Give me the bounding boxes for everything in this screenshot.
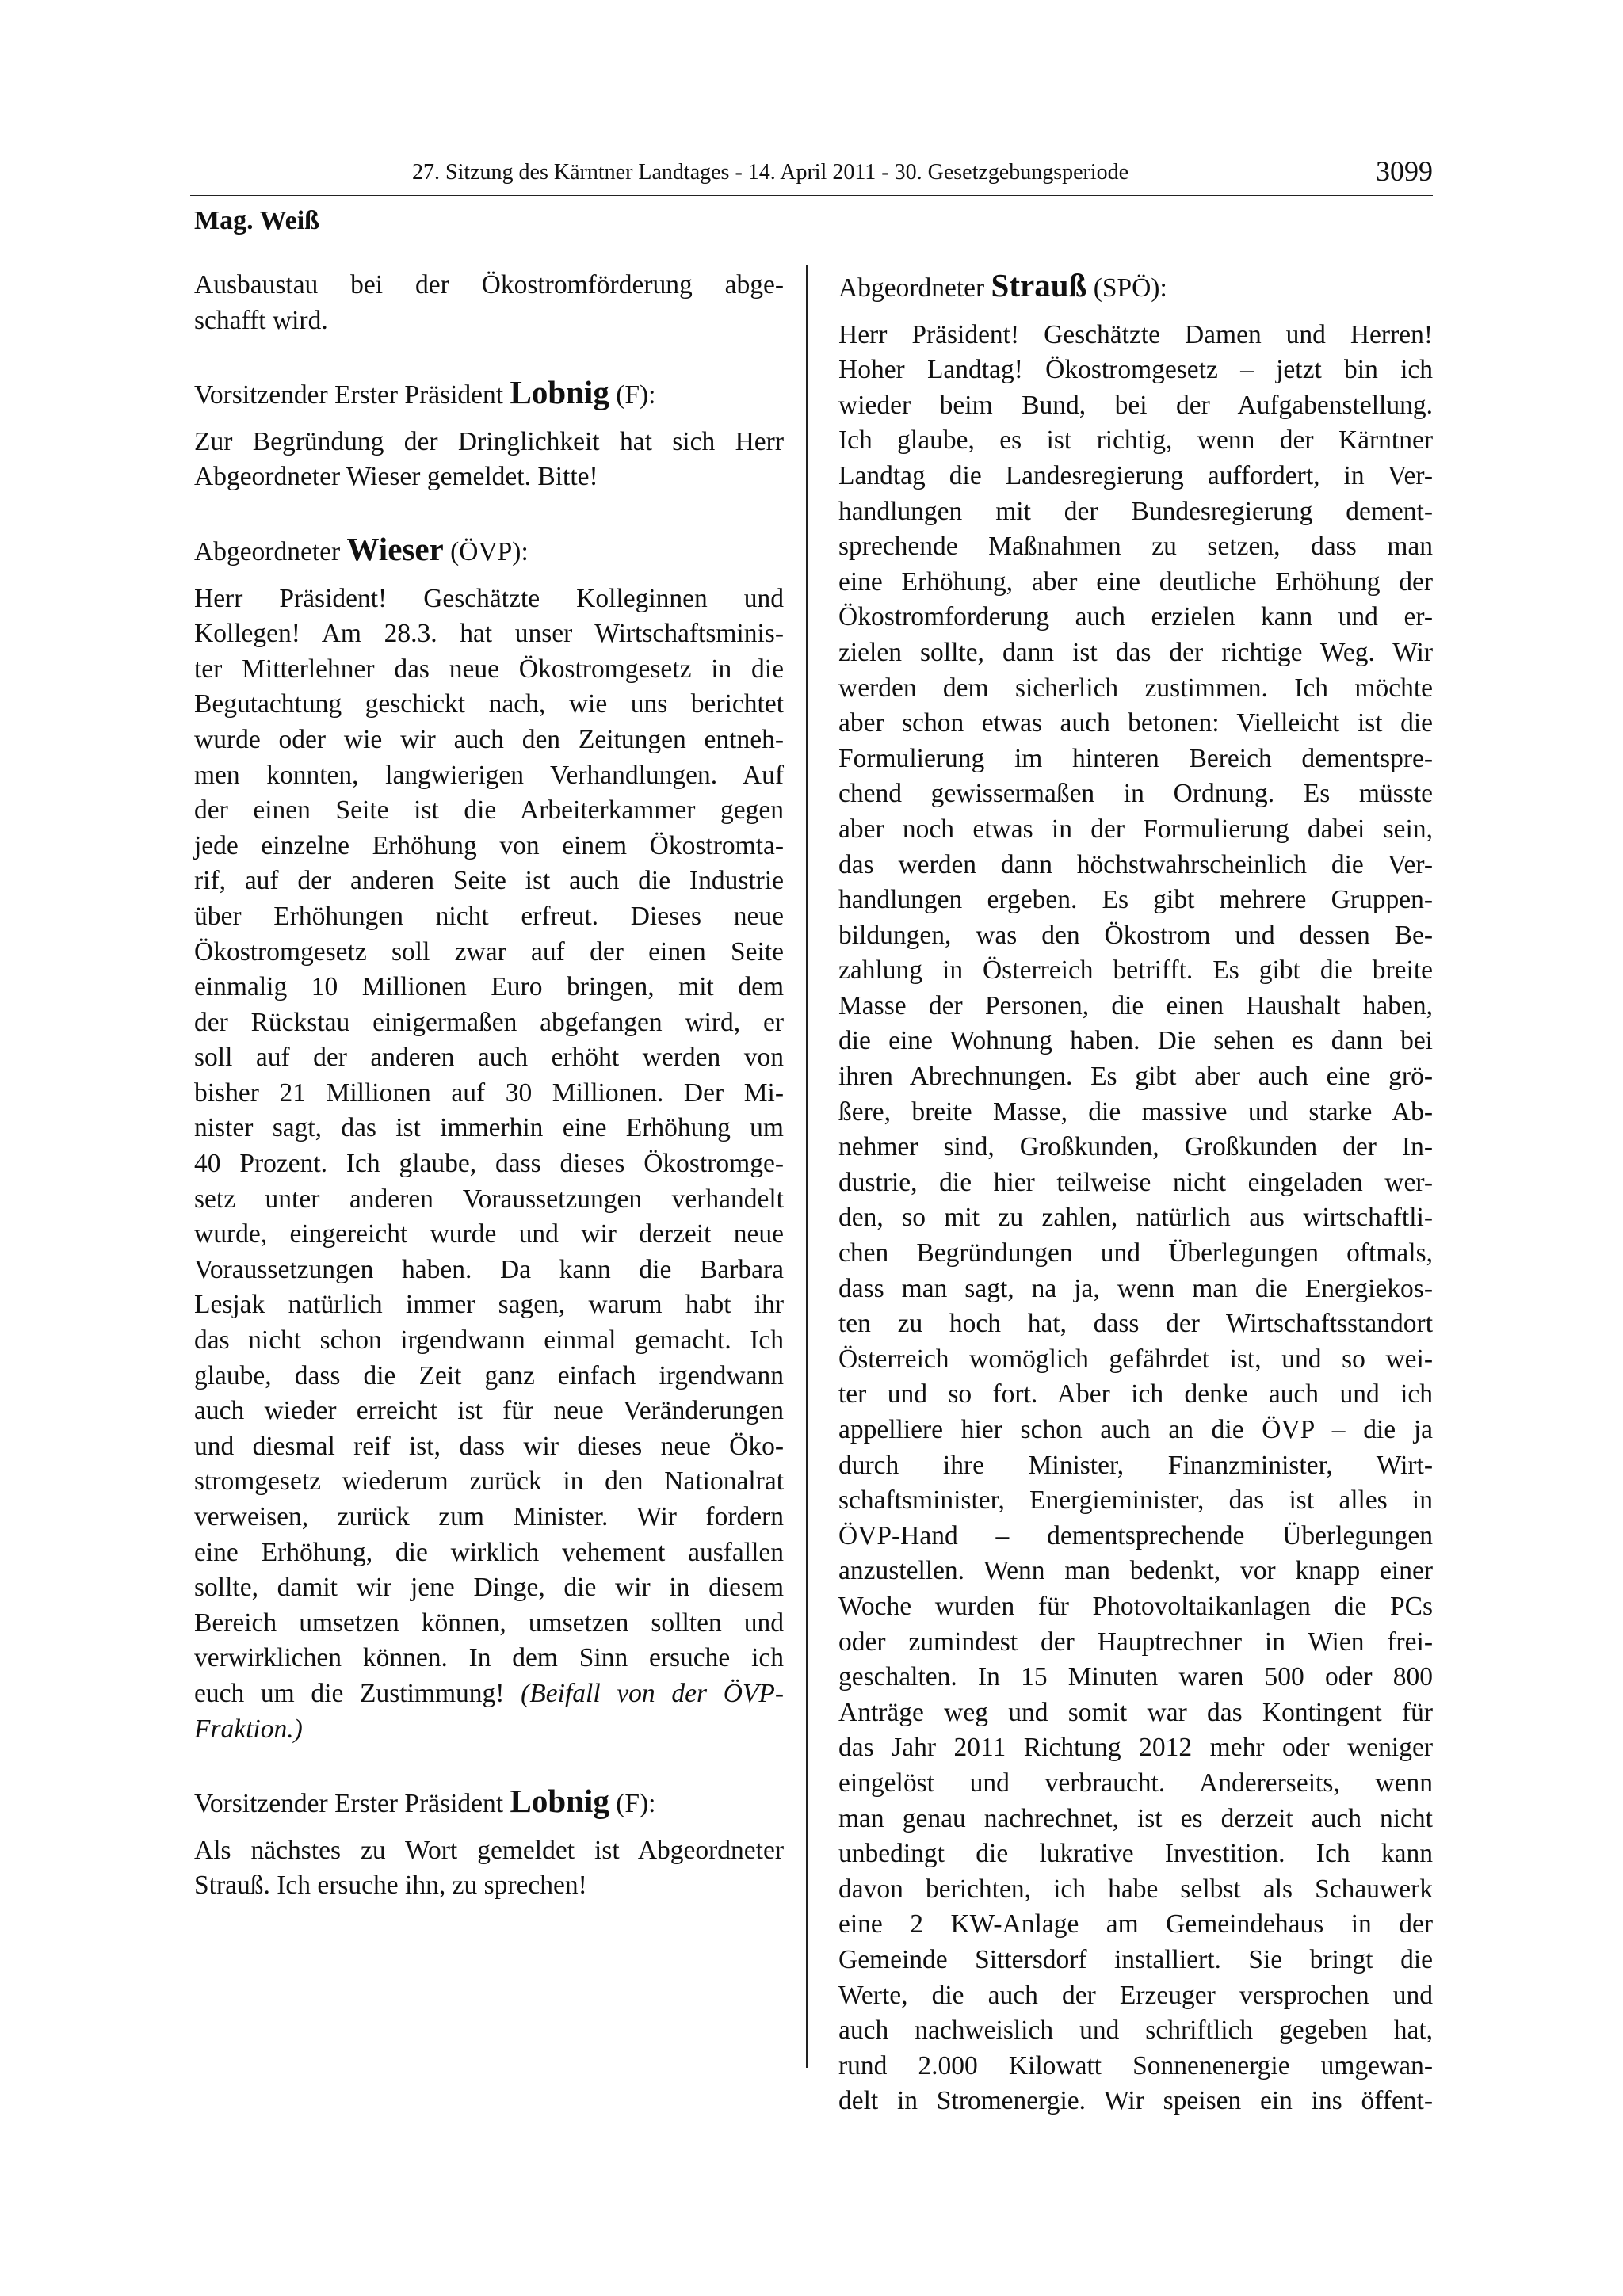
text-line: wurde, eingereicht wurde und wir derzeit neue — [194, 1219, 784, 1249]
text-line: Als nächstes zu Wort gemeldet ist Abgeordneter — [194, 1835, 784, 1865]
speaker-prefix: Vorsitzender Erster Präsident — [194, 1789, 504, 1819]
text-line: sollte, damit wir jene Dinge, die wir in diesem — [194, 1573, 784, 1603]
text-line: handlungen ergeben. Es gibt mehrere Gruppen- — [838, 885, 1433, 915]
text-line: sprechende Maßnahmen zu setzen, dass man — [838, 532, 1433, 562]
speaker-party: (F): — [616, 1789, 656, 1819]
text-line: Kollegen! Am 28.3. hat unser Wirtschaftsminis- — [194, 619, 784, 649]
text-line: Österreich womöglich gefährdet ist, und so wei- — [838, 1344, 1433, 1374]
text-line: werden dem sicherlich zustimmen. Ich möchte — [838, 673, 1433, 703]
applause-note: (Beifall von der ÖVP- — [521, 1678, 785, 1708]
text-line: men konnten, langwierigen Verhandlungen. Auf — [194, 760, 784, 790]
text-line: rif, auf der anderen Seite ist auch die Industrie — [194, 866, 784, 896]
text-line: durch ihre Minister, Finanzminister, Wirt- — [838, 1450, 1433, 1480]
text-line: chen Begründungen und Überlegungen oftmals, — [838, 1238, 1433, 1268]
right-column — [838, 268, 1433, 2119]
speaker-heading-strauss — [838, 268, 1433, 307]
text-line: eingelöst und verbraucht. Andererseits, wenn — [838, 1768, 1433, 1798]
text-line: schafft wird. — [194, 305, 328, 335]
speaker-prefix: Vorsitzender Erster Präsident — [194, 380, 504, 410]
text-line: Gemeinde Sittersdorf installiert. Sie bringt die — [838, 1944, 1433, 1974]
text-line: nehmer sind, Großkunden, Großkunden der In- — [838, 1132, 1433, 1162]
text-line: anzustellen. Wenn man bedenkt, vor knapp einer — [838, 1556, 1433, 1586]
text-line — [194, 1676, 784, 1712]
text-line: Ausbaustau bei der Ökostromförderung abge- — [194, 270, 784, 299]
text-line: Herr Präsident! Geschätzte Kolleginnen und — [194, 583, 784, 613]
text-line: Herr Präsident! Geschätzte Damen und Herren! — [838, 319, 1433, 349]
column-divider — [806, 265, 808, 2068]
text-line: Ich glaube, es ist richtig, wenn der Kärntner — [838, 425, 1433, 456]
text-line: Masse der Personen, die einen Haushalt haben, — [838, 990, 1433, 1020]
speaker-prefix: Abgeordneter — [838, 273, 985, 303]
text-line: Voraussetzungen haben. Da kann die Barbara — [194, 1254, 784, 1284]
text-line: das nicht schon irgendwann einmal gemacht. Ich — [194, 1325, 784, 1356]
text-line: die eine Wohnung haben. Die sehen es dann bei — [838, 1026, 1433, 1056]
applause-note: Fraktion.) — [194, 1714, 303, 1744]
text-line: bisher 21 Millionen auf 30 Millionen. Der Mi- — [194, 1077, 784, 1108]
text-line: handlungen mit der Bundesregierung dement- — [838, 496, 1433, 526]
text-line: verwirklichen können. In dem Sinn ersuche ich — [194, 1643, 784, 1673]
text-line: einmalig 10 Millionen Euro bringen, mit dem — [194, 972, 784, 1002]
text-line: unbedingt die lukrative Investition. Ich kann — [838, 1839, 1433, 1869]
text-line: ÖVP-Hand – dementsprechende Überlegungen — [838, 1520, 1433, 1550]
speaker-party: (ÖVP): — [450, 536, 529, 566]
session-line: 27. Sitzung des Kärntner Landtages - 14. April 2011 - 30. Gesetzgebungsperiode — [412, 160, 1129, 185]
text-line: stromgesetz wiederum zurück in den Nationalrat — [194, 1466, 784, 1497]
speaker-name: Lobnig — [510, 374, 609, 411]
text-line: Formulierung im hinteren Bereich dementspre- — [838, 743, 1433, 773]
text-line: auch wieder erreicht ist für neue Veränderungen — [194, 1396, 784, 1426]
text-line: eine Erhöhung, aber eine deutliche Erhöhung der — [838, 566, 1433, 597]
text-line: delt in Stromenergie. Wir speisen ein ins öffent- — [838, 2086, 1433, 2116]
text-line: Werte, die auch der Erzeuger versprochen und — [838, 1980, 1433, 2010]
text-line: Lesjak natürlich immer sagen, warum habt ihr — [194, 1290, 784, 1320]
text-line: schaftsminister, Energieminister, das ist alles in — [838, 1486, 1433, 1516]
paragraph — [194, 1833, 784, 1904]
text-line: eine Erhöhung, die wirklich vehement ausfallen — [194, 1537, 784, 1567]
text-line: und diesmal reif ist, dass wir dieses neue Öko- — [194, 1431, 784, 1461]
text-line: geschalten. In 15 Minuten waren 500 oder 800 — [838, 1662, 1433, 1692]
text-line: eine 2 KW-Anlage am Gemeindehaus in der — [838, 1909, 1433, 1939]
text-line: man genau nachrechnet, ist es derzeit auch nicht — [838, 1803, 1433, 1833]
text-line: dass man sagt, na ja, wenn man die Energiekos- — [838, 1273, 1433, 1303]
text-line: Landtag die Landesregierung auffordert, in Ver- — [838, 460, 1433, 490]
text-line: wieder beim Bund, bei der Aufgabenstellung. — [838, 390, 1433, 420]
speaker-heading-lobnig — [194, 375, 784, 414]
speech-wieser — [194, 582, 784, 1676]
text-line: zahlung in Österreich betrifft. Es gibt die breite — [838, 955, 1433, 986]
text-line: nister sagt, das ist immerhin eine Erhöhung um — [194, 1113, 784, 1143]
text-line: rund 2.000 Kilowatt Sonnenenergie umgewan- — [838, 2050, 1433, 2081]
speaker-name: Lobnig — [510, 1783, 609, 1820]
text-line: Ökostromforderung auch erzielen kann und er- — [838, 602, 1433, 632]
text-line: soll auf der anderen auch erhöht werden von — [194, 1043, 784, 1073]
text-line: Begutachtung geschickt nach, wie uns berichtet — [194, 689, 784, 719]
speaker-party: (F): — [616, 380, 656, 410]
left-column — [194, 268, 784, 1904]
text-line: Strauß. Ich ersuche ihn, zu sprechen! — [194, 1871, 587, 1901]
text-line: davon berichten, ich habe selbst als Schauwerk — [838, 1874, 1433, 1904]
speaker-name: Strauß — [991, 267, 1087, 303]
speaker-heading-wieser — [194, 532, 784, 570]
text-line: verweisen, zurück zum Minister. Wir fordern — [194, 1502, 784, 1531]
text-line: Ökostromgesetz soll zwar auf der einen Seite — [194, 936, 784, 967]
text-line: Anträge weg und somit war das Kontingent für — [838, 1697, 1433, 1727]
text-line: aber noch etwas in der Formulierung dabei sein, — [838, 814, 1433, 844]
text-line: Abgeordneter Wieser gemeldet. Bitte! — [194, 462, 598, 492]
text-line: wurde oder wie wir auch den Zeitungen entneh- — [194, 724, 784, 754]
text-line: Woche wurden für Photovoltaikanlagen die PCs — [838, 1591, 1433, 1621]
text-line: ter und so fort. Aber ich denke auch und ich — [838, 1379, 1433, 1409]
running-speaker: Mag. Weiß — [194, 206, 320, 235]
text-line: Bereich umsetzen können, umsetzen sollten und — [194, 1608, 784, 1638]
text-line: Hoher Landtag! Ökostromgesetz – jetzt bin ich — [838, 355, 1433, 385]
text-line: den, so mit zu zahlen, natürlich aus wirtschaftli- — [838, 1203, 1433, 1233]
text-line: dustrie, die hier teilweise nicht eingeladen wer- — [838, 1167, 1433, 1197]
text-line: ßere, breite Masse, die massive und starke Ab- — [838, 1097, 1433, 1127]
text-line: glaube, dass die Zeit ganz einfach irgendwann — [194, 1360, 784, 1390]
speaker-party: (SPÖ): — [1093, 273, 1167, 303]
speech-strauss — [838, 318, 1433, 2119]
page-number: 3099 — [1376, 155, 1433, 187]
text-line: der einen Seite ist die Arbeiterkammer gegen — [194, 795, 784, 826]
speaker-prefix: Abgeordneter — [194, 536, 341, 566]
text-line: bildungen, was den Ökostrom und dessen Be- — [838, 920, 1433, 950]
header-rule — [190, 195, 1433, 196]
text-line: ter Mitterlehner das neue Ökostromgesetz in die — [194, 654, 784, 684]
text-line: aber schon etwas auch betonen: Vielleicht ist die — [838, 708, 1433, 738]
text-line: ihren Abrechnungen. Es gibt aber auch eine grö- — [838, 1062, 1433, 1092]
text-line: auch nachweislich und schriftlich gegeben hat, — [838, 2016, 1433, 2046]
text-line: oder zumindest der Hauptrechner in Wien frei- — [838, 1627, 1433, 1657]
speech-text: euch um die Zustimmung! — [194, 1678, 505, 1708]
text-line: setz unter anderen Voraussetzungen verhandelt — [194, 1184, 784, 1214]
text-line: der Rückstau einigermaßen abgefangen wird, er — [194, 1007, 784, 1037]
speaker-heading-lobnig — [194, 1783, 784, 1822]
speaker-name: Wieser — [346, 530, 444, 567]
text-line: das werden dann höchstwahrscheinlich die Ver- — [838, 849, 1433, 879]
text-line: chend gewissermaßen in Ordnung. Es müsste — [838, 779, 1433, 809]
text-line: zielen sollte, dann ist das der richtige Weg. Wir — [838, 637, 1433, 667]
text-line: über Erhöhungen nicht erfreut. Dieses neue — [194, 901, 784, 931]
text-line: Zur Begründung der Dringlichkeit hat sich Herr — [194, 426, 784, 456]
text-line: appelliere hier schon auch an die ÖVP – die ja — [838, 1415, 1433, 1444]
text-line: das Jahr 2011 Richtung 2012 mehr oder weniger — [838, 1733, 1433, 1763]
text-line: ten zu hoch hat, dass der Wirtschaftsstandort — [838, 1309, 1433, 1339]
paragraph-continuation — [194, 268, 784, 338]
text-line: jede einzelne Erhöhung von einem Ökostromta- — [194, 830, 784, 860]
text-line: 40 Prozent. Ich glaube, dass dieses Ökostromge- — [194, 1149, 784, 1179]
paragraph — [194, 425, 784, 495]
